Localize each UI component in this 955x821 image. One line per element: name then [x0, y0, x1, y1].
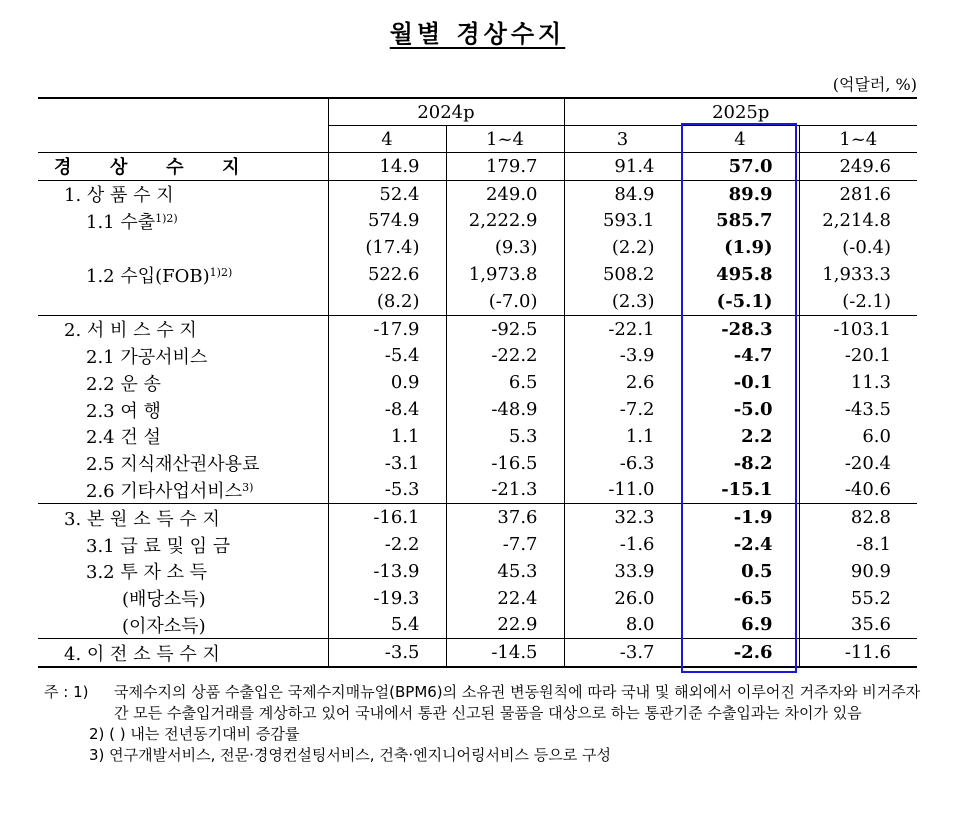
- row-label-text: 2.3 여 행: [86, 400, 161, 422]
- table-cell: 0.5: [681, 558, 799, 585]
- footnote-2: 2) ( ) 내는 전년동기대비 증감률: [89, 725, 300, 743]
- col-header: 4: [681, 126, 799, 153]
- table-cell: -8.4: [328, 396, 446, 423]
- table-cell: -6.5: [681, 585, 799, 612]
- table-cell: (2.3): [564, 288, 681, 315]
- page-title: 월별 경상수지: [389, 19, 566, 48]
- row-label: [38, 639, 328, 667]
- row-label: [38, 477, 328, 504]
- table-cell: (9.3): [446, 234, 564, 261]
- table-cell: 26.0: [564, 585, 681, 612]
- row-label-text: 1.2 수입(FOB): [86, 265, 210, 287]
- table-cell: -8.2: [681, 450, 799, 477]
- table-cell: 0.9: [328, 369, 446, 396]
- table-cell: 593.1: [564, 208, 681, 235]
- row-label-text: 4. 이 전 소 득 수 지: [64, 643, 220, 665]
- table-cell: 249.0: [446, 180, 564, 207]
- table-cell: -40.6: [799, 477, 917, 504]
- row-label: [38, 261, 328, 288]
- table-row: [38, 396, 917, 423]
- row-label-text: 2.2 운 송: [86, 373, 161, 395]
- row-label-text: (이자소득): [122, 615, 206, 637]
- table-row: [38, 343, 917, 370]
- table-cell: -6.3: [564, 450, 681, 477]
- table-cell: 574.9: [328, 208, 446, 235]
- table-cell: 5.4: [328, 612, 446, 639]
- table-cell: -3.7: [564, 639, 681, 667]
- table-cell: -1.6: [564, 531, 681, 558]
- table-cell: -19.3: [328, 585, 446, 612]
- table-row: [38, 612, 917, 639]
- row-label-text: 1.1 수출: [86, 211, 156, 233]
- table-cell: -92.5: [446, 315, 564, 342]
- table-cell: 55.2: [799, 585, 917, 612]
- table-cell: (-7.0): [446, 288, 564, 315]
- table-cell: 57.0: [681, 153, 799, 181]
- table-cell: -16.1: [328, 504, 446, 531]
- table-cell: 90.9: [799, 558, 917, 585]
- table-row: [38, 423, 917, 450]
- row-label-text: 2.1 가공서비스: [86, 346, 208, 368]
- row-label: [38, 396, 328, 423]
- table-row: [38, 504, 917, 531]
- row-label: [38, 585, 328, 612]
- col-header: 1~4: [799, 126, 917, 153]
- row-label-text: 3.2 투 자 소 득: [86, 562, 208, 584]
- table-cell: (8.2): [328, 288, 446, 315]
- table-cell: -3.9: [564, 343, 681, 370]
- row-label: [38, 450, 328, 477]
- table-cell: 37.6: [446, 504, 564, 531]
- col-header: 1~4: [446, 126, 564, 153]
- table-cell: 6.5: [446, 369, 564, 396]
- row-label-text: 2.5 지식재산권사용료: [86, 454, 260, 476]
- table-cell: 1.1: [564, 423, 681, 450]
- table-cell: 585.7: [681, 208, 799, 235]
- table-row: [38, 531, 917, 558]
- table-cell: -13.9: [328, 558, 446, 585]
- table-cell: 1.1: [328, 423, 446, 450]
- table-cell: -16.5: [446, 450, 564, 477]
- row-label-text: (배당소득): [122, 589, 206, 611]
- row-label-text: 2.4 건 설: [86, 427, 161, 449]
- table-cell: 89.9: [681, 180, 799, 207]
- col-header: 4: [328, 126, 446, 153]
- row-label: [38, 343, 328, 370]
- table-cell: 82.8: [799, 504, 917, 531]
- table-cell: -22.1: [564, 315, 681, 342]
- row-label: [38, 288, 328, 315]
- row-label: [38, 180, 328, 207]
- row-label: [38, 153, 328, 181]
- table-row: [38, 153, 917, 181]
- table-cell: 2,222.9: [446, 208, 564, 235]
- table-cell: -22.2: [446, 343, 564, 370]
- table-cell: -0.1: [681, 369, 799, 396]
- table-row: [38, 208, 917, 235]
- table-cell: 2,214.8: [799, 208, 917, 235]
- table-cell: -5.3: [328, 477, 446, 504]
- table-cell: 22.9: [446, 612, 564, 639]
- current-account-table: [38, 97, 917, 668]
- table-cell: -4.7: [681, 343, 799, 370]
- table-cell: 281.6: [799, 180, 917, 207]
- table-cell: 495.8: [681, 261, 799, 288]
- table-cell: -7.2: [564, 396, 681, 423]
- table-cell: -103.1: [799, 315, 917, 342]
- table-row: [38, 369, 917, 396]
- row-label: [38, 531, 328, 558]
- year-2025-header: 2025p: [564, 98, 917, 126]
- table-row: [38, 234, 917, 261]
- table-cell: 522.6: [328, 261, 446, 288]
- table-cell: 35.6: [799, 612, 917, 639]
- row-label: [38, 558, 328, 585]
- table-cell: -43.5: [799, 396, 917, 423]
- table-cell: 84.9: [564, 180, 681, 207]
- table-cell: 2.6: [564, 369, 681, 396]
- row-label-text: 3. 본 원 소 득 수 지: [64, 508, 220, 530]
- header-row-months: [38, 126, 917, 153]
- footnotes: [44, 682, 934, 766]
- table-cell: -1.9: [681, 504, 799, 531]
- year-2024-header: 2024p: [328, 98, 564, 126]
- row-label: [38, 423, 328, 450]
- table-cell: (-2.1): [799, 288, 917, 315]
- table-cell: 249.6: [799, 153, 917, 181]
- table-cell: -11.6: [799, 639, 917, 667]
- footnote-ref: 1)2): [155, 211, 178, 225]
- table-cell: 11.3: [799, 369, 917, 396]
- table-cell: -5.4: [328, 343, 446, 370]
- table-cell: -2.4: [681, 531, 799, 558]
- table-cell: -21.3: [446, 477, 564, 504]
- table-cell: 508.2: [564, 261, 681, 288]
- table-row: [38, 558, 917, 585]
- table-cell: -3.5: [328, 639, 446, 667]
- row-label: [38, 315, 328, 342]
- header-row-years: [38, 98, 917, 126]
- table-cell: 45.3: [446, 558, 564, 585]
- table-cell: 33.9: [564, 558, 681, 585]
- footnote-marker: 주 : 1): [44, 683, 89, 701]
- row-label: [38, 369, 328, 396]
- table-cell: (-5.1): [681, 288, 799, 315]
- table-cell: -14.5: [446, 639, 564, 667]
- table-cell: 6.9: [681, 612, 799, 639]
- table-cell: 179.7: [446, 153, 564, 181]
- table-cell: 52.4: [328, 180, 446, 207]
- table-cell: -28.3: [681, 315, 799, 342]
- table-cell: 22.4: [446, 585, 564, 612]
- table-cell: 1,973.8: [446, 261, 564, 288]
- table-cell: -15.1: [681, 477, 799, 504]
- table-cell: -48.9: [446, 396, 564, 423]
- table-cell: -20.1: [799, 343, 917, 370]
- table-row: [38, 180, 917, 207]
- table-row: [38, 477, 917, 504]
- row-label-text: 1. 상 품 수 지: [64, 185, 174, 207]
- row-label: [38, 612, 328, 639]
- row-label-text: 2.6 기타사업서비스: [86, 480, 243, 502]
- table-row: [38, 315, 917, 342]
- table-cell: 5.3: [446, 423, 564, 450]
- table-cell: 8.0: [564, 612, 681, 639]
- table-cell: -3.1: [328, 450, 446, 477]
- table-cell: -2.6: [681, 639, 799, 667]
- row-label: [38, 234, 328, 261]
- table-cell: -2.2: [328, 531, 446, 558]
- table-row: [38, 450, 917, 477]
- table-cell: (1.9): [681, 234, 799, 261]
- row-label-text: 3.1 급 료 및 임 금: [86, 535, 231, 557]
- table-cell: -8.1: [799, 531, 917, 558]
- table-cell: 1,933.3: [799, 261, 917, 288]
- footnote-1: 국제수지의 상품 수출입은 국제수지매뉴얼(BPM6)의 소유권 변동원칙에 따라 국내 및 해외에서 이루어진 거주자와 비거주자 간 모든 수출입거래를 계상하고 있어 국내에서 통관 신고된 물품을 대상으로 하는 통관기준 수출입과는 차이가 있음: [114, 683, 921, 722]
- row-label: [38, 504, 328, 531]
- table-row: [38, 261, 917, 288]
- table-cell: (-0.4): [799, 234, 917, 261]
- unit-label: (억달러, %): [832, 75, 917, 94]
- table-row: [38, 639, 917, 667]
- table-cell: (2.2): [564, 234, 681, 261]
- col-header: 3: [564, 126, 681, 153]
- table-cell: 6.0: [799, 423, 917, 450]
- footnote-ref: 3): [242, 480, 254, 494]
- footnote-3: 3) 연구개발서비스, 전문·경영컨설팅서비스, 건축·엔지니어링서비스 등으로 구성: [89, 746, 611, 764]
- table-cell: 2.2: [681, 423, 799, 450]
- table-cell: (17.4): [328, 234, 446, 261]
- row-label: [38, 208, 328, 235]
- table-cell: -11.0: [564, 477, 681, 504]
- table-cell: 91.4: [564, 153, 681, 181]
- footnote-ref: 1)2): [209, 265, 233, 279]
- table-cell: -20.4: [799, 450, 917, 477]
- table-row: [38, 585, 917, 612]
- table-row: [38, 288, 917, 315]
- row-label-text: 2. 서 비 스 수 지: [64, 320, 197, 342]
- table-cell: 32.3: [564, 504, 681, 531]
- table-cell: -7.7: [446, 531, 564, 558]
- table-cell: -17.9: [328, 315, 446, 342]
- table-cell: -5.0: [681, 396, 799, 423]
- row-label-text: 경 상 수 지: [54, 157, 256, 179]
- table-cell: 14.9: [328, 153, 446, 181]
